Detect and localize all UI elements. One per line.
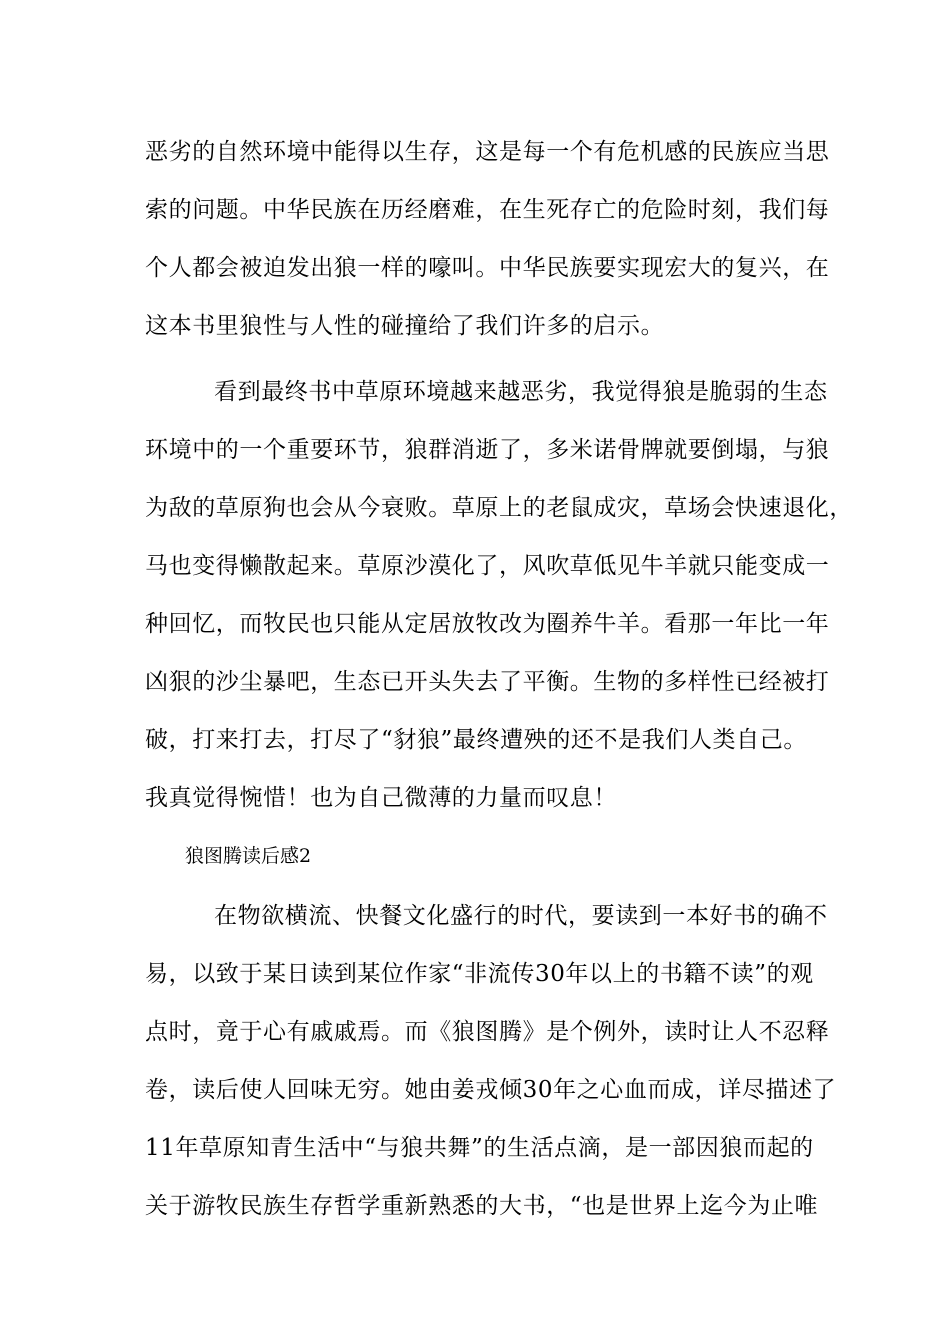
text-line: 恶劣的自然环境中能得以生存，这是每一个有危机感的民族应当思: [145, 139, 830, 165]
section-heading: 狼图腾读后感2: [185, 845, 312, 867]
paragraph-2: [145, 368, 853, 832]
text-line: 点时，竟于心有戚戚焉。而《狼图腾》是个例外，读时让人不忍释: [145, 1019, 830, 1045]
text-line: 破，打来打去，打尽了“豺狼”最终遭殃的还不是我们人类自己。: [145, 727, 807, 753]
text-line: 关于游牧民族生存哲学重新熟悉的大书，“也是世界上迄今为止唯: [145, 1193, 819, 1219]
text-line: 这本书里狼性与人性的碰撞给了我们许多的启示。: [145, 313, 665, 339]
text-line: 我真觉得惋惜！也为自己微薄的力量而叹息！: [145, 785, 617, 811]
text-line: 在物欲横流、快餐文化盛行的时代，要读到一本好书的确不: [214, 903, 828, 929]
text-line: 种回忆，而牧民也只能从定居放牧改为圈养牛羊。看那一年比一年: [145, 611, 830, 637]
text-line: 环境中的一个重要环节，狼群消逝了，多米诺骨牌就要倒塌，与狼: [145, 437, 830, 463]
document-body: [145, 128, 853, 1240]
text-line: 马也变得懒散起来。草原沙漠化了，风吹草低见牛羊就只能变成一: [145, 553, 830, 579]
text-line: 索的问题。中华民族在历经磨难，在生死存亡的危险时刻，我们每: [145, 197, 830, 223]
text-line: 易，以致于某日读到某位作家“非流传30年以上的书籍不读”的观: [145, 961, 814, 987]
text-line: 卷，读后使人回味无穷。她由姜戎倾30年之心血而成，详尽描述了: [145, 1077, 837, 1103]
paragraph-3: [145, 892, 837, 1240]
text-line: 为敌的草原狗也会从今衰败。草原上的老鼠成灾，草场会快速退化，: [145, 495, 853, 521]
text-line: 11年草原知青生活中“与狼共舞”的生活点滴，是一部因狼而起的: [145, 1135, 814, 1161]
paragraph-1: [145, 128, 830, 360]
text-line: 个人都会被迫发出狼一样的嚎叫。中华民族要实现宏大的复兴，在: [145, 255, 830, 281]
paragraph-gap: [145, 360, 825, 368]
text-line: 凶狠的沙尘暴吧，生态已开头失去了平衡。生物的多样性已经被打: [145, 669, 830, 695]
text-line: 看到最终书中草原环境越来越恶劣，我觉得狼是脆弱的生态: [214, 379, 828, 405]
